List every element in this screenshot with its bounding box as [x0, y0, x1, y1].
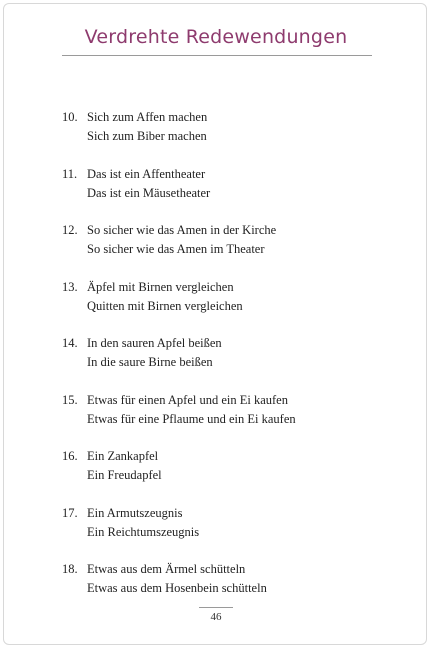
item-number: 13.: [62, 279, 78, 294]
twisted-idiom: In die saure Birne beißen: [87, 355, 213, 369]
list-item: [0, 165, 432, 222]
twisted-idiom: Sich zum Biber machen: [87, 129, 207, 143]
twisted-idiom: Ein Reichtumszeugnis: [87, 524, 200, 539]
list-item: [0, 560, 432, 617]
item-number: 14.: [62, 336, 78, 350]
item-number: 15.: [62, 392, 78, 407]
twisted-idiom: Quitten mit Birnen vergleichen: [87, 298, 243, 313]
original-idiom: In den sauren Apfel beißen: [87, 336, 222, 350]
list-item: [0, 504, 432, 561]
twisted-idiom: Das ist ein Mäusetheater: [87, 185, 211, 200]
original-idiom: Sich zum Affen machen: [87, 110, 208, 124]
item-number: 11.: [62, 166, 78, 181]
item-number: 18.: [62, 562, 78, 576]
list-item: [0, 334, 432, 391]
title-underline: [62, 55, 372, 56]
original-idiom: Etwas für einen Apfel und ein Ei kaufen: [87, 392, 288, 407]
list-item: [0, 221, 432, 278]
page-number-rule: [199, 607, 233, 608]
page-title: Verdrehte Redewendungen: [84, 26, 348, 48]
item-number: 17.: [62, 505, 78, 520]
original-idiom: So sicher wie das Amen in der Kirche: [87, 223, 277, 237]
original-idiom: Ein Zankapfel: [87, 449, 159, 463]
list-item: [0, 447, 432, 504]
original-idiom: Ein Armutszeugnis: [87, 505, 183, 520]
original-idiom: Äpfel mit Birnen vergleichen: [87, 279, 234, 294]
list-item: [0, 278, 432, 335]
idiom-list: [0, 108, 432, 617]
page-number: 46: [210, 611, 222, 623]
twisted-idiom: Etwas aus dem Hosenbein schütteln: [87, 581, 267, 595]
original-idiom: Etwas aus dem Ärmel schütteln: [87, 562, 246, 576]
twisted-idiom: Etwas für eine Pflaume und ein Ei kaufen: [87, 411, 296, 426]
original-idiom: Das ist ein Affentheater: [87, 166, 206, 181]
item-number: 12.: [62, 223, 78, 237]
twisted-idiom: So sicher wie das Amen im Theater: [87, 242, 265, 256]
list-item: [0, 108, 432, 165]
list-item: [0, 391, 432, 448]
item-number: 16.: [62, 449, 78, 463]
twisted-idiom: Ein Freudapfel: [87, 468, 162, 482]
item-number: 10.: [62, 110, 78, 124]
